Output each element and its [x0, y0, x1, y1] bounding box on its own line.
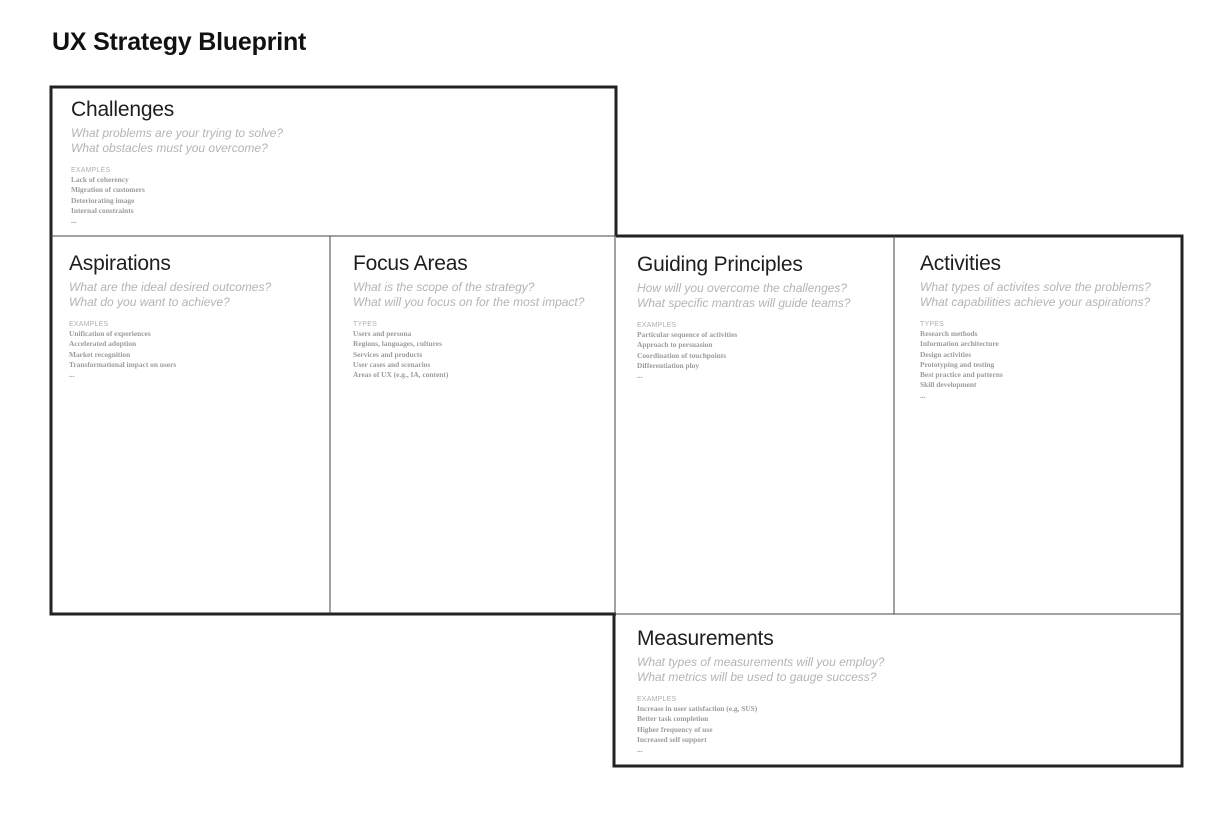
list-item: Increase in user satisfaction (e.g, SUS)	[637, 704, 758, 713]
guiding-principles-question-1: How will you overcome the challenges?	[637, 281, 848, 295]
list-item: Unification of experiences	[69, 329, 151, 338]
list-item: Lack of coherency	[71, 175, 129, 184]
list-item: User cases and scenarios	[353, 359, 431, 369]
activities-tag: TYPES	[920, 321, 944, 328]
list-item: Prototyping and testing	[920, 359, 995, 369]
activities-question-1: What types of activites solve the problems?	[920, 280, 1151, 294]
focus-areas-question-1: What is the scope of the strategy?	[353, 280, 535, 294]
measurements-panel	[637, 627, 1167, 755]
list-item: Accelerated adoption	[69, 339, 137, 349]
activities-heading: Activities	[920, 252, 1001, 275]
activities-panel	[920, 252, 1175, 401]
focus-areas-items	[353, 329, 608, 380]
list-item: Deteriorating image	[71, 195, 135, 205]
measurements-question-1: What types of measurements will you employ?	[637, 655, 885, 669]
guiding-principles-panel	[637, 253, 887, 381]
guiding-principles-heading: Guiding Principles	[637, 253, 803, 276]
challenges-question-2: What obstacles must you overcome?	[71, 141, 268, 155]
list-item: ...	[69, 370, 75, 380]
measurements-heading: Measurements	[637, 627, 774, 650]
aspirations-tag: EXAMPLES	[69, 321, 109, 328]
guiding-principles-tag: EXAMPLES	[637, 322, 677, 329]
measurements-tag: EXAMPLES	[637, 696, 677, 703]
focus-areas-question-2: What will you focus on for the most impact?	[353, 295, 585, 309]
challenges-question-1: What problems are your trying to solve?	[71, 126, 284, 140]
list-item: Design activities	[920, 349, 972, 359]
list-item: Information architecture	[920, 339, 999, 349]
aspirations-items	[69, 329, 324, 380]
page-title: UX Strategy Blueprint	[52, 28, 307, 56]
list-item: Services and products	[353, 349, 423, 359]
list-item: Regions, languages, cultures	[353, 339, 442, 349]
list-item: Transformational impact on users	[69, 359, 177, 369]
list-item: Users and persona	[353, 329, 412, 338]
focus-areas-tag: TYPES	[353, 321, 377, 328]
aspirations-question-1: What are the ideal desired outcomes?	[69, 280, 272, 294]
aspirations-heading: Aspirations	[69, 252, 171, 275]
aspirations-question-2: What do you want to achieve?	[69, 295, 230, 309]
focus-areas-heading: Focus Areas	[353, 252, 468, 275]
list-item: Best practice and patterns	[920, 370, 1003, 380]
list-item: Coordination of touchpoints	[637, 350, 727, 360]
activities-question-2: What capabilities achieve your aspirations?	[920, 295, 1151, 309]
challenges-panel	[71, 98, 601, 226]
list-item: Higher frequency of use	[637, 724, 713, 734]
challenges-items	[71, 175, 601, 226]
list-item: Areas of UX (e.g., IA, content)	[353, 370, 449, 380]
focus-areas-panel	[353, 252, 608, 380]
aspirations-panel	[69, 252, 324, 380]
list-item: ...	[637, 745, 643, 755]
guiding-principles-question-2: What specific mantras will guide teams?	[637, 296, 851, 310]
list-item: Migration of customers	[71, 185, 145, 195]
challenges-heading: Challenges	[71, 98, 175, 121]
challenges-tag: EXAMPLES	[71, 167, 111, 174]
list-item: Internal constraints	[71, 205, 134, 215]
list-item: ...	[920, 390, 926, 400]
guiding-principles-items	[637, 330, 887, 381]
measurements-items	[637, 704, 1167, 755]
list-item: Differentiation ploy	[637, 360, 700, 370]
list-item: ...	[71, 216, 77, 226]
list-item: Skill development	[920, 380, 977, 390]
list-item: Approach to persuasion	[637, 340, 713, 350]
list-item: ...	[637, 371, 643, 381]
list-item: Better task completion	[637, 714, 709, 724]
activities-items	[920, 329, 1175, 401]
list-item: Particular sequence of activities	[637, 330, 738, 339]
list-item: Market recognition	[69, 349, 131, 359]
measurements-question-2: What metrics will be used to gauge success?	[637, 670, 877, 684]
list-item: Increased self support	[637, 734, 707, 744]
list-item: Research methods	[920, 329, 978, 338]
